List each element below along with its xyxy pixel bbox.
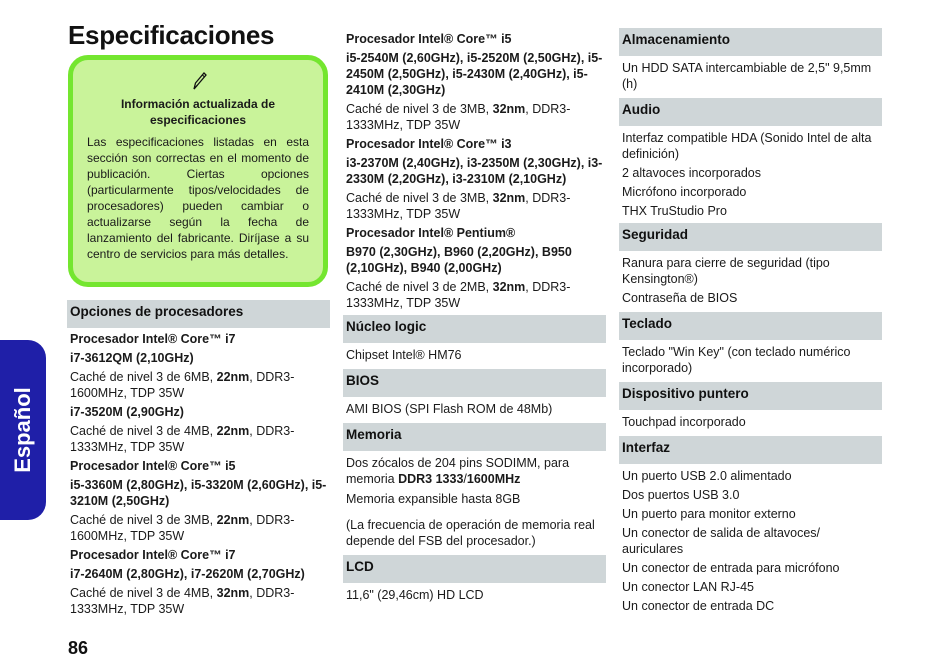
section-header-keyboard: Teclado <box>619 312 882 340</box>
section-header-interface: Interfaz <box>619 436 882 464</box>
audio-item: THX TruStudio Pro <box>622 204 727 218</box>
section-header-storage: Almacenamiento <box>619 28 882 56</box>
processor-options-column <box>67 300 330 620</box>
info-note-box <box>68 55 328 287</box>
note-heading: Información actualizada de especificaciones <box>120 97 276 127</box>
audio-item: Micrófono incorporado <box>622 185 747 199</box>
section-header-lcd: LCD <box>343 555 606 583</box>
audio-item: Interfaz compatible HDA (Sonido Intel de alta definición) <box>622 131 872 161</box>
memory-slots: Dos zócalos de 204 pins SODIMM, para memoria DDR3 1333/1600MHz <box>346 456 570 486</box>
section-header-security: Seguridad <box>619 223 882 251</box>
section-header-chipset: Núcleo logic <box>343 315 606 343</box>
security-item: Contraseña de BIOS <box>622 291 738 305</box>
interface-item: Dos puertos USB 3.0 <box>622 488 740 502</box>
spec-heading: Procesador Intel® Core™ i3 <box>346 137 512 151</box>
keyboard-value: Teclado "Win Key" (con teclado numérico incorporado) <box>622 345 851 375</box>
spec-heading: i5-3360M (2,80GHz), i5-3320M (2,60GHz), i5-3210M (2,50GHz) <box>70 478 327 508</box>
interface-item: Un conector de salida de altavoces/ auriculares <box>622 526 821 556</box>
section-header-processors: Opciones de procesadores <box>67 300 330 328</box>
interface-item: Un conector de entrada DC <box>622 599 775 613</box>
bios-value: AMI BIOS (SPI Flash ROM de 48Mb) <box>346 402 553 416</box>
specs-column-3 <box>619 28 882 617</box>
language-side-tab <box>0 340 46 520</box>
spec-heading: Procesador Intel® Core™ i5 <box>346 32 512 46</box>
spec-heading: Procesador Intel® Core™ i7 <box>70 332 236 346</box>
spec-detail: Caché de nivel 3 de 3MB, 22nm, DDR3-1600MHz, TDP 35W <box>70 513 295 543</box>
spec-heading: i7-3520M (2,90GHz) <box>70 405 184 419</box>
spec-heading: i3-2370M (2,40GHz), i3-2350M (2,30GHz), i3-2330M (2,20GHz), i3-2310M (2,10GHz) <box>346 156 603 186</box>
spec-detail: Caché de nivel 3 de 3MB, 32nm, DDR3-1333MHz, TDP 35W <box>346 102 571 132</box>
section-header-audio: Audio <box>619 98 882 126</box>
specs-column-2 <box>343 31 606 603</box>
spec-heading: Procesador Intel® Core™ i5 <box>70 459 236 473</box>
spec-heading: i7-2640M (2,80GHz), i7-2620M (2,70GHz) <box>70 567 305 581</box>
pencil-icon <box>87 70 309 96</box>
spec-detail: Caché de nivel 3 de 6MB, 22nm, DDR3-1600MHz, TDP 35W <box>70 370 295 400</box>
spec-heading: Procesador Intel® Pentium® <box>346 226 516 240</box>
section-header-memory: Memoria <box>343 423 606 451</box>
audio-item: 2 altavoces incorporados <box>622 166 761 180</box>
page-title: Especificaciones <box>68 20 275 50</box>
spec-heading: Procesador Intel® Core™ i7 <box>70 548 236 562</box>
spec-heading: i5-2540M (2,60GHz), i5-2520M (2,50GHz), i5-2450M (2,50GHz), i5-2430M (2,40GHz), i5-2410M (2,30GHz) <box>346 51 603 97</box>
spec-detail: Caché de nivel 3 de 4MB, 22nm, DDR3-1333MHz, TDP 35W <box>70 424 295 454</box>
section-header-pointer: Dispositivo puntero <box>619 382 882 410</box>
storage-value: Un HDD SATA intercambiable de 2,5" 9,5mm (h) <box>622 61 872 91</box>
memory-expandable: Memoria expansible hasta 8GB <box>346 492 521 506</box>
spec-detail: Caché de nivel 3 de 4MB, 32nm, DDR3-1333MHz, TDP 35W <box>70 586 295 616</box>
chipset-value: Chipset Intel® HM76 <box>346 348 462 362</box>
spec-detail: Caché de nivel 3 de 3MB, 32nm, DDR3-1333MHz, TDP 35W <box>346 191 571 221</box>
memory-frequency-note: (La frecuencia de operación de memoria real depende del FSB del procesador.) <box>346 518 595 548</box>
language-label: Español <box>10 387 35 473</box>
page-number: 86 <box>68 638 89 658</box>
spec-heading: B970 (2,30GHz), B960 (2,20GHz), B950 (2,10GHz), B940 (2,00GHz) <box>346 245 572 275</box>
spec-detail: Caché de nivel 3 de 2MB, 32nm, DDR3-1333MHz, TDP 35W <box>346 280 571 310</box>
security-item: Ranura para cierre de seguridad (tipo Kensington®) <box>622 256 830 286</box>
section-header-bios: BIOS <box>343 369 606 397</box>
lcd-value: 11,6" (29,46cm) HD LCD <box>346 588 484 602</box>
interface-item: Un conector LAN RJ-45 <box>622 580 755 594</box>
spec-heading: i7-3612QM (2,10GHz) <box>70 351 194 365</box>
note-body: Las especificaciones listadas en esta sección son correctas en el momento de publicación. Ciertas opciones (particularmente tipos/velocidades de procesadores) pueden cambiar o actualizarse según la fecha de lanzamiento del fabricante. Diríjase a su centro de servicios para más detalles. <box>87 135 309 261</box>
interface-item: Un puerto USB 2.0 alimentado <box>622 469 792 483</box>
pointer-value: Touchpad incorporado <box>622 415 746 429</box>
interface-item: Un puerto para monitor externo <box>622 507 796 521</box>
interface-item: Un conector de entrada para micrófono <box>622 561 840 575</box>
